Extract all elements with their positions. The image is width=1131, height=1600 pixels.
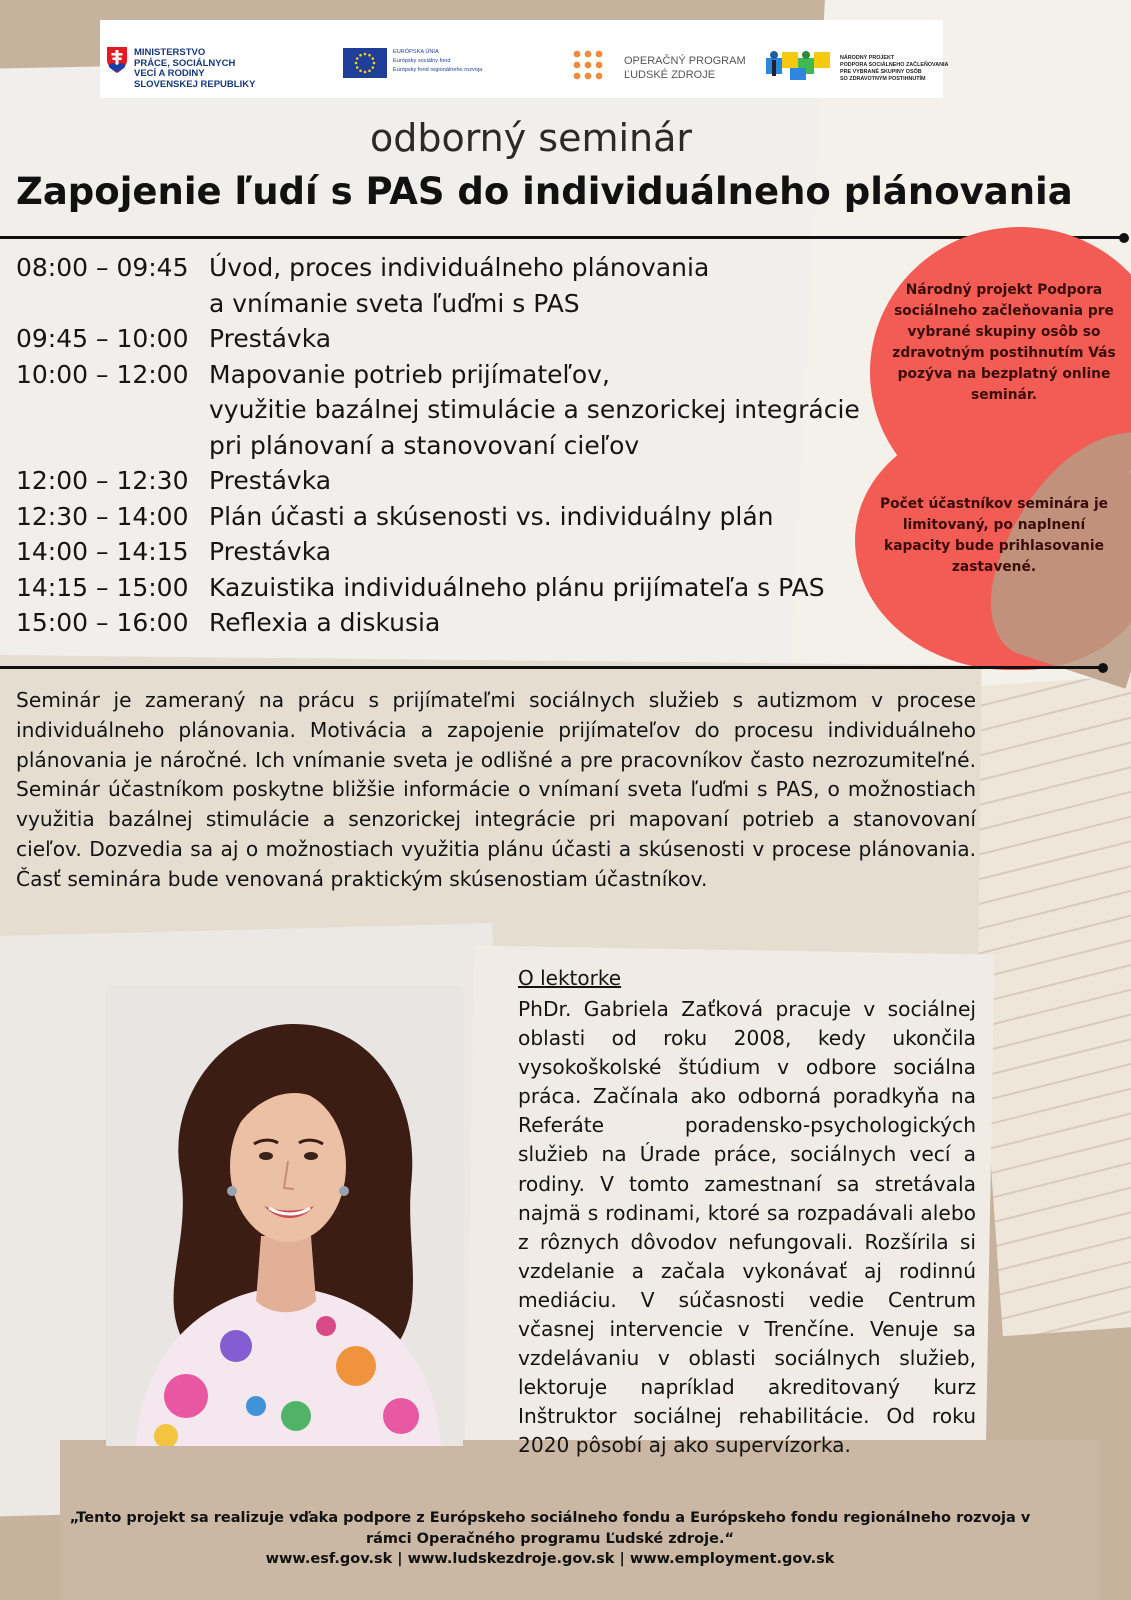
- eu-logo-text: EURÓPSKA ÚNIA Európsky sociálny fond Európsky fond regionálneho rozvoja: [393, 49, 483, 73]
- agenda-time: 14:00 – 14:15: [16, 537, 189, 566]
- invitation-text: Národný projekt Podpora sociálneho začleňovania pre vybrané skupiny osôb so zdravotným postihnutím Vás pozýva na bezplatný online seminár.: [892, 282, 1116, 403]
- lecturer-portrait-image: [106, 986, 463, 1446]
- agenda-item: Prestávka: [209, 537, 332, 566]
- capacity-text: Počet účastníkov seminára je limitovaný, po naplnení kapacity bude prihlasovanie zastavené.: [879, 496, 1109, 575]
- agenda-time: 12:30 – 14:00: [16, 502, 189, 531]
- page-title: Zapojenie ľudí s PAS do individuálneho plánovania: [16, 170, 1073, 213]
- puzzle-people-icon: [764, 46, 836, 82]
- agenda-item: využitie bazálnej stimulácie a senzorickej integrácie: [209, 395, 860, 424]
- agenda-item: pri plánovaní a stanovovaní cieľov: [209, 431, 640, 460]
- lecturer-bio: PhDr. Gabriela Zaťková pracuje v sociálnej oblasti od roku 2008, kedy ukončila vysokoškolské štúdium v odbore sociálna práca. Začínala ako odborná poradkyňa na Referáte poradensko-psychologických služieb na Úrade práce, sociálnych vecí a rodiny. V tomto zamestnaní sa stretávala najmä s rodinami, ktoré sa rozpadávali alebo z rôznych dôvodov nefungovali. Rozšírila si vzdelanie a začala vykonávať aj rodinnú mediáciu. V súčasnosti vedie Centrum včasnej intervencie v Trenčíne. Venuje sa vzdelávaniu v oblasti sociálnych služieb, lektoruje napríklad akreditovaný kurz Inštruktor sociálnej rehabilitácie. Od roku 2020 pôsobí aj ako supervízorka.: [518, 997, 976, 1458]
- page-subtitle: odborný seminár: [369, 116, 693, 160]
- slovak-coat-of-arms-icon: [106, 46, 128, 74]
- agenda-time: 15:00 – 16:00: [16, 608, 189, 637]
- seminar-description: Seminár je zameraný na prácu s prijímateľmi sociálnych služieb s autizmom v procese individuálneho plánovania. Motivácia a zapojenie prijímateľov do procesu individuálneho plánovania je náročné. Ich vnímanie sveta je odlišné a pre pracovníkov často nezrozumiteľné. Seminár účastníkom poskytne bližšie informácie o vnímaní sveta ľuďmi s PAS, o možnostiach využitia bazálnej stimulácie a senzorickej integrácie pri mapovaní potrieb a stanovovaní cieľov. Dozvedia sa aj o možnostiach využitia plánu účasti a skúsenosti v procese plánovania. Časť seminára bude venovaná praktickým skúsenostiam účastníkov.: [16, 688, 976, 891]
- agenda-item: Prestávka: [209, 466, 332, 495]
- agenda-item: a vnímanie sveta ľuďmi s PAS: [209, 289, 580, 318]
- agenda-item: Plán účasti a skúsenosti vs. individuálny plán: [209, 502, 774, 531]
- operational-program-logo-text: OPERAČNÝ PROGRAM ĽUDSKÉ ZDROJE: [624, 55, 746, 81]
- ministry-logo-text: MINISTERSTVO PRÁCE, SOCIÁLNYCH VECÍ A RODINY SLOVENSKEJ REPUBLIKY: [134, 47, 256, 90]
- national-project-logo-text: NÁRODNÝ PROJEKT PODPORA SOCIÁLNEHO ZAČLEŇOVANIA PRE VYBRANÉ SKUPINY OSÔB SO ZDRAVOTNÝM POSTIHNUTÍM: [840, 55, 949, 82]
- divider-dot: [1119, 233, 1129, 243]
- lecturer-photo: [106, 986, 463, 1446]
- divider-top: [0, 236, 1120, 239]
- agenda-item: Úvod, proces individuálneho plánovania: [209, 253, 710, 282]
- agenda-item: Mapovanie potrieb prijímateľov,: [209, 360, 610, 389]
- agenda-time: 08:00 – 09:45: [16, 253, 189, 282]
- agenda-item: Kazuistika individuálneho plánu prijímateľa s PAS: [209, 573, 825, 602]
- lecturer-heading: O lektorke: [518, 966, 622, 990]
- eu-flag-icon: [343, 48, 387, 78]
- agenda-time: 09:45 – 10:00: [16, 324, 189, 353]
- agenda-time: 10:00 – 12:00: [16, 360, 189, 389]
- footer-links: www.esf.gov.sk | www.ludskezdroje.gov.sk | www.employment.gov.sk: [265, 1551, 835, 1567]
- divider-dot: [1098, 663, 1108, 673]
- agenda-item: Reflexia a diskusia: [209, 608, 441, 637]
- operational-program-dots-icon: [572, 49, 604, 81]
- agenda-item: Prestávka: [209, 324, 332, 353]
- divider-bottom: [0, 666, 1100, 669]
- agenda-time: 14:15 – 15:00: [16, 573, 189, 602]
- funding-note: „Tento projekt sa realizuje vďaka podpore z Európskeho sociálneho fondu a Európskeho fondu regionálneho rozvoja v rámci Operačného programu Ľudské zdroje.“: [69, 1510, 1031, 1547]
- logo-bar: [100, 20, 949, 98]
- agenda-time: 12:00 – 12:30: [16, 466, 189, 495]
